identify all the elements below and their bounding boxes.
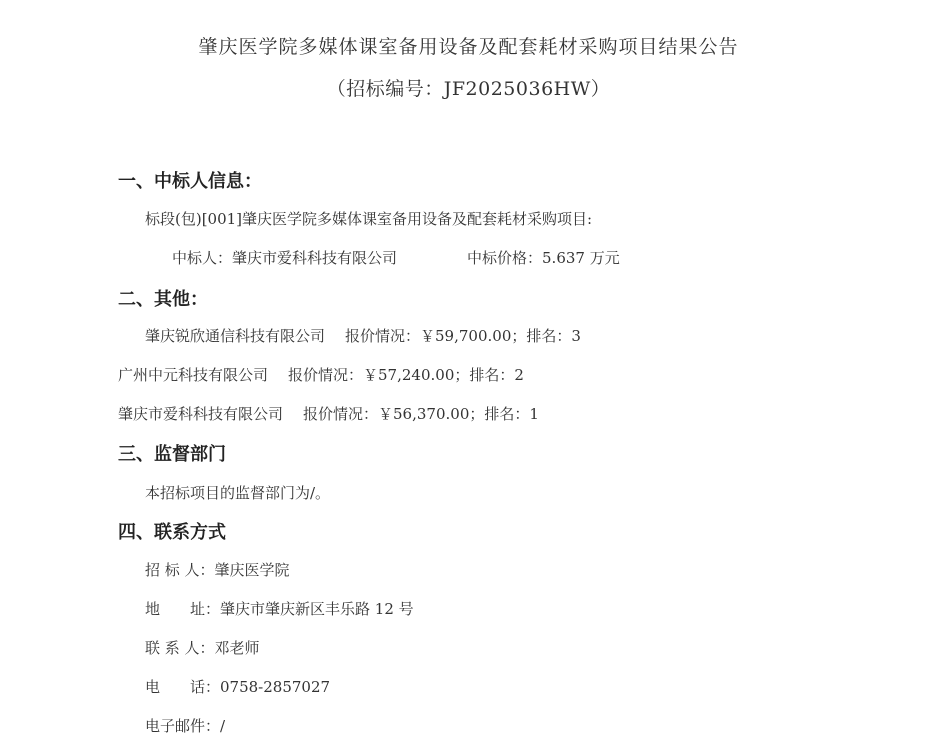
contact-person: 联 系 人：邓老师 <box>145 639 260 657</box>
bid-number: （招标编号：JF2025036HW） <box>326 78 611 100</box>
winner-name: 中标人：肇庆市爱科科技有限公司 <box>172 249 398 267</box>
section-winner-heading: 一、中标人信息： <box>118 171 262 192</box>
document-title: 肇庆医学院多媒体课室备用设备及配套耗材采购项目结果公告 <box>198 36 739 58</box>
supervision-text: 本招标项目的监督部门为/。 <box>145 484 331 502</box>
bid-row-2 <box>118 364 524 385</box>
section-supervision-heading: 三、监督部门 <box>118 444 226 465</box>
bid-company: 肇庆锐欣通信科技有限公司 <box>145 327 326 345</box>
bid-quote: 报价情况：￥57,240.00；排名：2 <box>288 366 524 384</box>
section-contact-heading: 四、联系方式 <box>118 522 226 543</box>
bid-quote: 报价情况：￥56,370.00；排名：1 <box>303 405 539 423</box>
bid-quote: 报价情况：￥59,700.00；排名：3 <box>345 327 581 345</box>
bid-row-1 <box>145 325 581 346</box>
contact-email: 电子邮件：/ <box>145 717 226 735</box>
winner-line <box>172 247 620 268</box>
contact-phone: 电 话：0758-2857027 <box>145 678 331 696</box>
bid-company: 肇庆市爱科科技有限公司 <box>118 405 284 423</box>
bid-company: 广州中元科技有限公司 <box>118 366 269 384</box>
winner-price: 中标价格：5.637 万元 <box>467 249 620 267</box>
bid-row-3 <box>118 403 539 424</box>
contact-address: 地 址：肇庆市肇庆新区丰乐路 12 号 <box>145 600 414 618</box>
lot-description: 标段(包)[001]肇庆医学院多媒体课室备用设备及配套耗材采购项目: <box>145 210 593 228</box>
contact-tenderer: 招 标 人：肇庆医学院 <box>145 561 290 579</box>
section-other-heading: 二、其他： <box>118 289 208 310</box>
